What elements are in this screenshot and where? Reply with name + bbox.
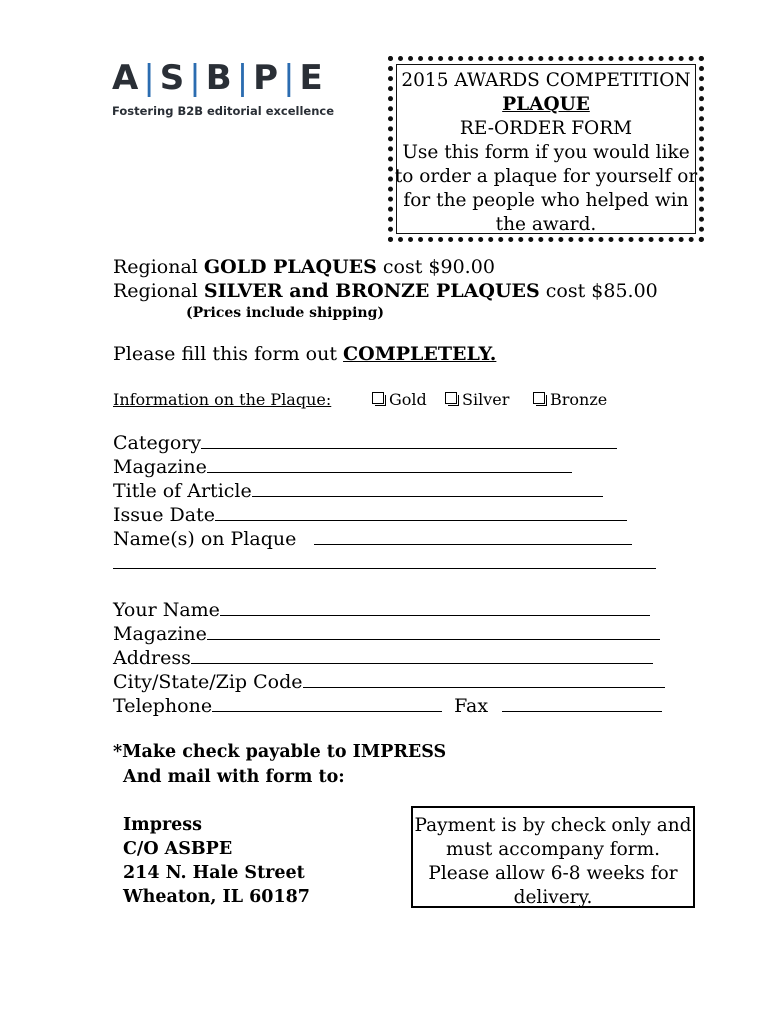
logo-letter: S	[159, 58, 185, 98]
city-state-zip-field[interactable]	[113, 669, 665, 694]
contact-magazine-blank[interactable]	[207, 621, 660, 640]
asbpe-logo: A | S | B | P | E	[112, 58, 323, 98]
address-blank[interactable]	[191, 645, 653, 664]
field-label: Address	[113, 647, 191, 669]
field-label: Issue Date	[113, 504, 215, 526]
fax-blank[interactable]	[502, 693, 662, 712]
logo-letter: E	[299, 58, 323, 98]
payment-line: Please allow 6-8 weeks for	[428, 863, 678, 884]
your-name-blank[interactable]	[220, 597, 650, 616]
gold-price	[113, 256, 495, 278]
price-prefix: Regional	[113, 280, 204, 302]
mailing-address	[123, 813, 310, 909]
check-payable-line: *Make check payable to IMPRESS	[113, 742, 447, 762]
address-line: 214 N. Hale Street	[123, 863, 305, 883]
instructions-text: Please fill this form out	[113, 343, 344, 365]
check-payable-note	[113, 740, 446, 790]
field-label: Telephone	[113, 695, 213, 717]
shipping-note: (Prices include shipping)	[186, 305, 384, 321]
gold-plaques-label: GOLD PLAQUES	[203, 256, 377, 278]
telephone-fax-field[interactable]	[113, 693, 662, 718]
magazine-blank[interactable]	[207, 454, 572, 473]
form-description-line: for the people who helped win	[403, 190, 689, 211]
reorder-form-title: RE-ORDER FORM	[459, 118, 633, 139]
logo-letter: A	[112, 58, 139, 98]
option-label: Silver	[462, 390, 510, 409]
competition-title: 2015 AWARDS COMPETITION	[401, 70, 691, 91]
gold-cost: cost $90.00	[376, 256, 495, 278]
silver-option[interactable]	[445, 390, 509, 409]
names-field[interactable]	[113, 526, 632, 551]
form-description-line: the award.	[495, 214, 597, 235]
checkbox-icon[interactable]	[372, 392, 384, 404]
logo-letter: P	[253, 58, 279, 98]
price-prefix: Regional	[113, 256, 204, 278]
option-label: Bronze	[550, 390, 608, 409]
checkbox-icon[interactable]	[445, 392, 457, 404]
field-label: Name(s) on Plaque	[113, 528, 297, 550]
payment-line: delivery.	[513, 887, 593, 908]
mail-instructions-line: And mail with form to:	[123, 767, 345, 787]
address-field[interactable]	[113, 645, 653, 670]
payment-info-box	[411, 806, 695, 908]
plaque-info-label: Information on the Plaque:	[113, 390, 332, 409]
silver-bronze-cost: cost $85.00	[539, 280, 658, 302]
field-label: Title of Article	[113, 480, 252, 502]
field-label: Your Name	[113, 599, 220, 621]
address-line: Wheaton, IL 60187	[123, 887, 310, 907]
logo-letter: B	[205, 58, 232, 98]
field-label: Category	[113, 432, 202, 454]
your-name-field[interactable]	[113, 597, 650, 622]
names-extra-blank[interactable]	[113, 550, 656, 569]
fill-instructions	[113, 343, 496, 365]
address-line: C/O ASBPE	[123, 839, 233, 859]
category-blank[interactable]	[201, 430, 617, 449]
silver-bronze-plaques-label: SILVER and BRONZE PLAQUES	[203, 280, 540, 302]
address-line: Impress	[123, 815, 202, 835]
article-title-field[interactable]	[113, 478, 603, 503]
completely-emphasis: COMPLETELY.	[343, 343, 497, 365]
category-field[interactable]	[113, 430, 617, 455]
city-state-zip-blank[interactable]	[303, 669, 665, 688]
issue-date-blank[interactable]	[215, 502, 627, 521]
names-extra-line[interactable]	[113, 550, 656, 575]
names-blank[interactable]	[314, 526, 632, 545]
bronze-option[interactable]	[533, 390, 607, 409]
silver-bronze-price	[113, 280, 658, 302]
issue-date-field[interactable]	[113, 502, 627, 527]
field-label: Magazine	[113, 456, 207, 478]
checkbox-icon[interactable]	[533, 392, 545, 404]
payment-line: must accompany form.	[445, 839, 661, 860]
magazine-field[interactable]	[113, 454, 572, 479]
payment-line: Payment is by check only and	[414, 815, 692, 836]
field-label: City/State/Zip Code	[113, 671, 303, 693]
form-description-line: to order a plaque for yourself or	[394, 166, 698, 187]
field-label: Fax	[454, 695, 489, 717]
form-description-line: Use this form if you would like	[402, 142, 690, 163]
field-label: Magazine	[113, 623, 207, 645]
award-info-box	[388, 56, 704, 242]
option-label: Gold	[389, 390, 427, 409]
telephone-blank[interactable]	[212, 693, 442, 712]
article-title-blank[interactable]	[252, 478, 603, 497]
gold-option[interactable]	[372, 390, 427, 409]
plaque-heading: PLAQUE	[502, 94, 590, 115]
logo-tagline: Fostering B2B editorial excellence	[112, 104, 335, 118]
contact-magazine-field[interactable]	[113, 621, 660, 646]
